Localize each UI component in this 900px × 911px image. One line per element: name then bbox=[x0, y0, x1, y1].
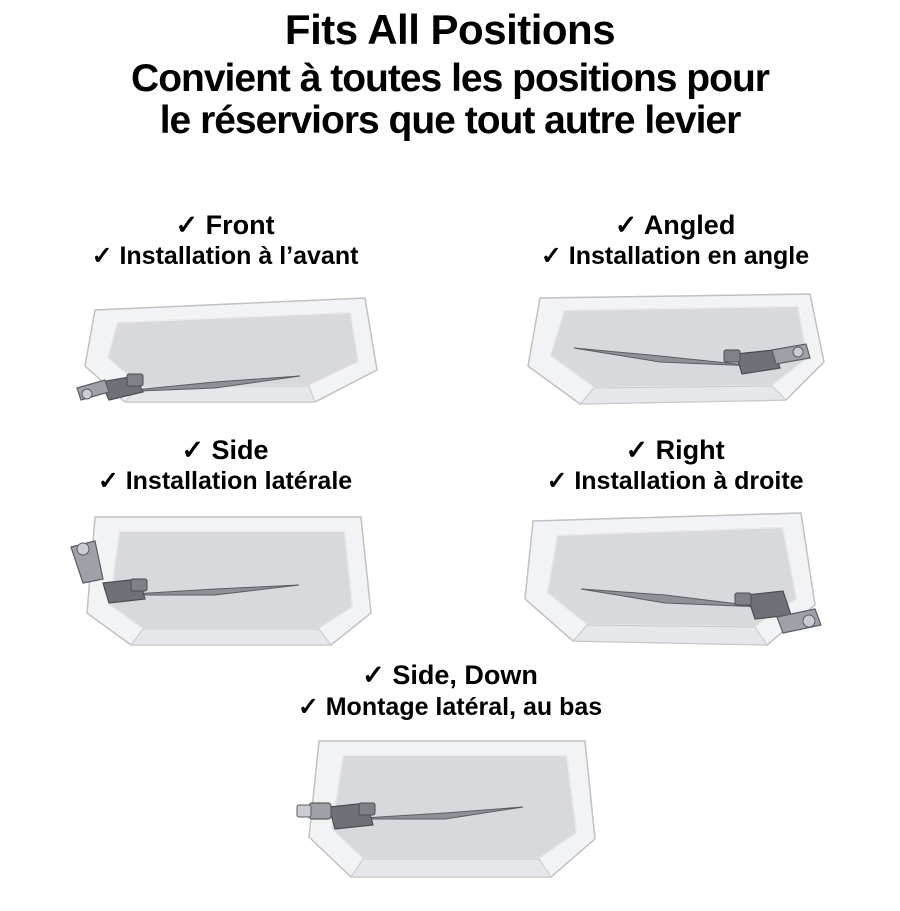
page-title-french-line-1: Convient à toutes les positions pour bbox=[131, 57, 769, 101]
position-label-right-english bbox=[450, 435, 900, 465]
position-label-side-down-english-text: Side, Down bbox=[392, 660, 538, 691]
position-label-right-english-text: Right bbox=[655, 435, 725, 466]
position-label-angled-english-text: Angled bbox=[643, 210, 736, 240]
illustration-side bbox=[0, 495, 450, 660]
illustration-front bbox=[0, 270, 450, 435]
position-card-right bbox=[450, 435, 900, 660]
position-labels-side bbox=[0, 435, 450, 495]
position-card-front bbox=[0, 210, 450, 435]
position-card-side-down bbox=[0, 660, 900, 910]
position-card-angled bbox=[450, 210, 900, 435]
page-title-english: Fits All Positions bbox=[284, 6, 616, 53]
position-label-front-french bbox=[0, 242, 450, 270]
illustration-side-down bbox=[0, 721, 900, 911]
position-labels-side-down bbox=[0, 660, 900, 720]
positions-row-1 bbox=[0, 210, 900, 435]
check-icon: ✓ bbox=[614, 210, 638, 240]
check-icon: ✓ bbox=[362, 660, 385, 691]
check-icon: ✓ bbox=[625, 435, 649, 466]
position-label-front-french-text: Installation à l’avant bbox=[119, 242, 359, 271]
heading-block bbox=[0, 0, 900, 142]
position-label-side-english bbox=[0, 435, 450, 465]
positions-row-3 bbox=[0, 660, 900, 910]
illustration-angled bbox=[450, 270, 900, 435]
position-label-front-english bbox=[0, 210, 450, 240]
positions-grid bbox=[0, 210, 900, 911]
check-icon: ✓ bbox=[297, 692, 319, 721]
positions-row-2 bbox=[0, 435, 900, 660]
position-label-angled-french bbox=[450, 242, 900, 270]
position-labels-angled bbox=[450, 210, 900, 270]
position-label-side-french bbox=[0, 467, 450, 495]
check-icon: ✓ bbox=[91, 242, 113, 271]
position-label-right-french-text: Installation à droite bbox=[574, 467, 804, 496]
position-label-angled-french-text: Installation en angle bbox=[568, 242, 810, 271]
illustration-right bbox=[450, 495, 900, 660]
position-label-right-french bbox=[450, 467, 900, 495]
page-title-french-line-2: le réserviors que tout autre levier bbox=[159, 99, 741, 143]
position-label-side-down-english bbox=[0, 660, 900, 690]
page-title-french bbox=[0, 58, 900, 142]
position-labels-right bbox=[450, 435, 900, 495]
position-label-angled-english bbox=[450, 210, 900, 240]
position-label-side-down-french bbox=[0, 693, 900, 721]
position-label-side-english-text: Side bbox=[211, 435, 269, 466]
position-label-side-down-french-text: Montage latéral, au bas bbox=[325, 692, 603, 721]
position-card-side bbox=[0, 435, 450, 660]
check-icon: ✓ bbox=[97, 467, 119, 496]
position-label-side-french-text: Installation latérale bbox=[125, 467, 353, 496]
position-label-front-english-text: Front bbox=[205, 210, 275, 240]
check-icon: ✓ bbox=[175, 210, 199, 240]
check-icon: ✓ bbox=[181, 435, 205, 466]
position-labels-front bbox=[0, 210, 450, 270]
check-icon: ✓ bbox=[540, 242, 562, 271]
check-icon: ✓ bbox=[546, 467, 568, 496]
